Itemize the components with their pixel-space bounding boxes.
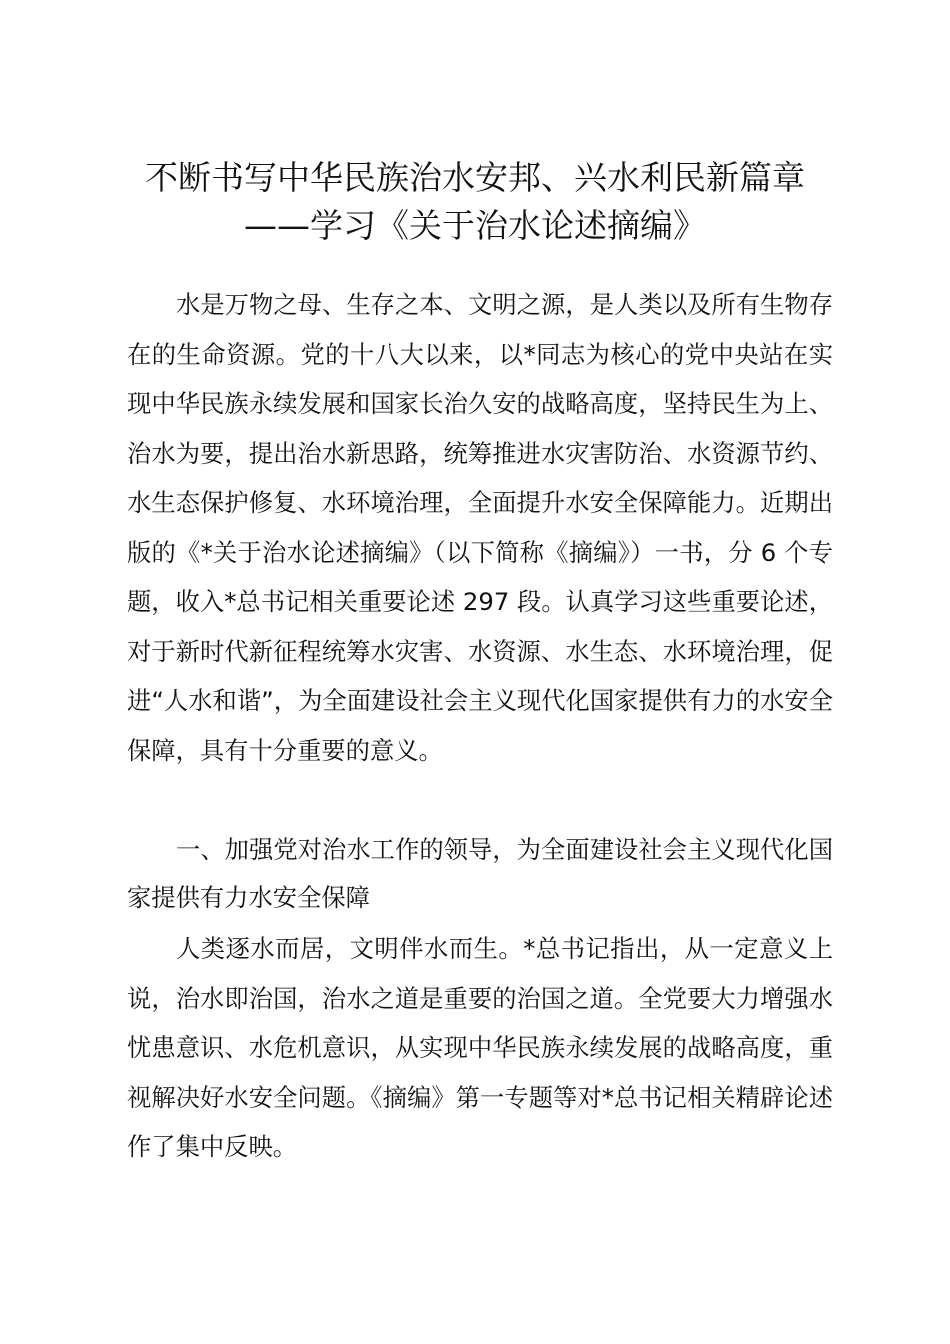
document-subtitle: ——学习《关于治水论述摘编》 (244, 206, 706, 245)
section-1-paragraph: 人类逐水而居，文明伴水而生。*总书记指出，从一定意义上说，治水即治国，治水之道是重要的治国之道。全党要大力增强水忧患意识、水危机意识，从实现中华民族永续发展的战略高度，重视解决好水安全问题。《摘编》第一专题等对*总书记相关精辟论述作了集中反映。 (127, 934, 833, 1161)
intro-paragraph: 水是万物之母、生存之本、文明之源，是人类以及所有生物存在的生命资源。党的十八大以来，以*同志为核心的党中央站在实现中华民族永续发展和国家长治久安的战略高度，坚持民生为上、治水为要，提出治水新思路，统筹推进水灾害防治、水资源节约、水生态保护修复、水环境治理，全面提升水安全保障能力。近期出版的《*关于治水论述摘编》（以下简称《摘编》）一书，分 6 个专题，收入*总书记相关重要论述 297 段。认真学习这些重要论述，对于新时代新征程统筹水灾害、水资源、水生态、水环境治理，促进“人水和谐”，为全面建设社会主义现代化国家提供有力的水安全保障，具有十分重要的意义。 (127, 290, 833, 765)
document-title: 不断书写中华民族治水安邦、兴水利民新篇章 (145, 158, 805, 197)
section-heading-1: 一、加强党对治水工作的领导，为全面建设社会主义现代化国家提供有力水安全保障 (127, 835, 833, 912)
